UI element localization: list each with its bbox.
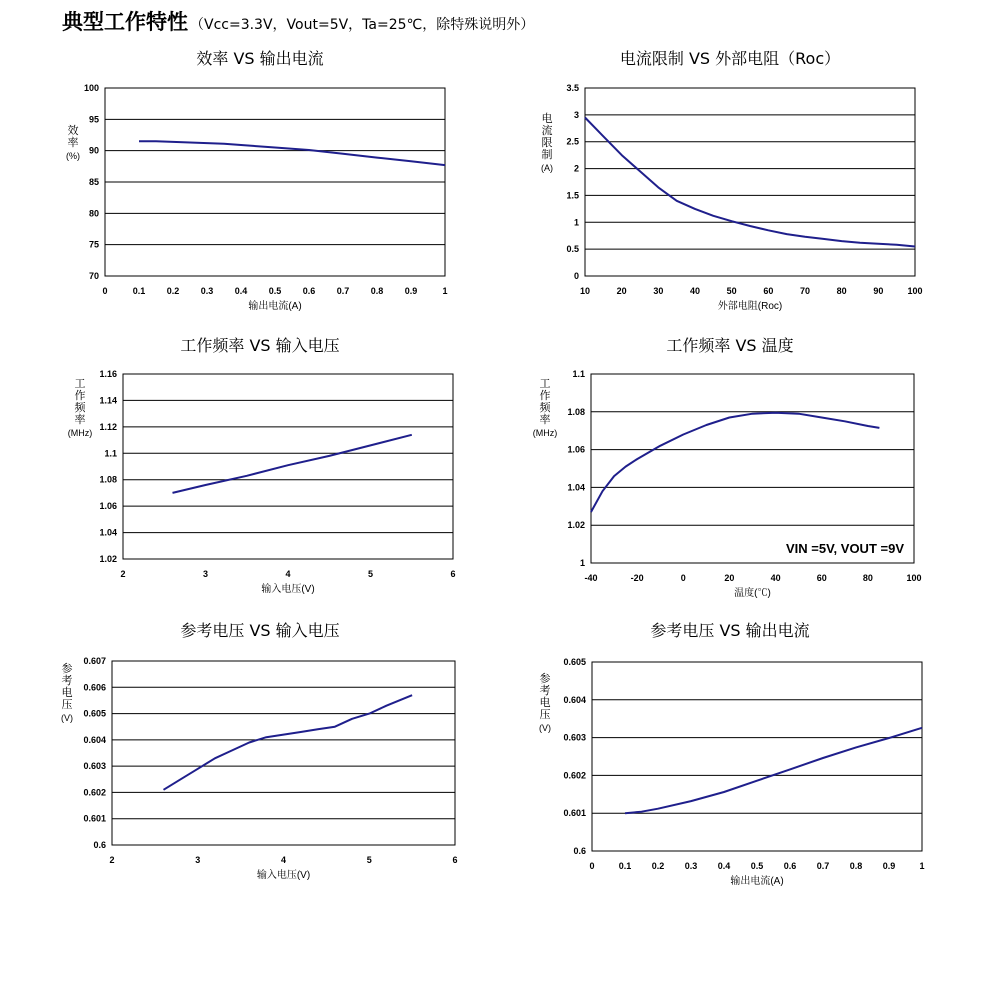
chart-reference-vs-input-voltage xyxy=(55,618,465,888)
series-line xyxy=(591,413,879,512)
y-tick-label: 1 xyxy=(579,558,585,568)
x-tick-label: 5 xyxy=(367,569,374,579)
y-axis-label-char: 频 xyxy=(74,402,86,414)
y-axis-label-char: 工 xyxy=(539,378,551,390)
x-tick-label: 2 xyxy=(109,855,115,865)
x-tick-label: 3 xyxy=(202,569,209,579)
y-tick-label: 1.08 xyxy=(99,474,117,485)
plot-frame xyxy=(592,662,922,851)
y-tick-label: 80 xyxy=(88,208,99,219)
y-axis-label-char: 限 xyxy=(541,137,553,149)
y-tick-label: 1.12 xyxy=(99,421,117,432)
y-tick-label: 100 xyxy=(83,83,99,93)
x-tick-label: 0.8 xyxy=(849,861,863,871)
x-tick-label: 1 xyxy=(919,861,925,871)
y-axis-unit: (A) xyxy=(541,163,553,173)
plot-frame xyxy=(112,661,455,845)
y-tick-label: 85 xyxy=(88,177,99,187)
x-axis-label: 温度(℃) xyxy=(734,588,771,599)
x-tick-label: 3 xyxy=(195,855,201,865)
x-tick-label: 4 xyxy=(280,855,287,865)
y-axis-label-char: 压 xyxy=(539,709,551,721)
x-tick-label: 6 xyxy=(450,569,456,579)
y-tick-label: 1.1 xyxy=(104,448,117,459)
y-tick-label: 1.08 xyxy=(567,406,585,417)
x-tick-label: 80 xyxy=(862,573,873,583)
y-tick-label: 0.605 xyxy=(83,708,106,719)
x-tick-label: 0 xyxy=(102,286,108,296)
y-axis-label-char: 率 xyxy=(74,414,86,426)
y-axis-unit: (MHz) xyxy=(67,428,93,438)
y-tick-label: 0 xyxy=(573,271,579,281)
y-tick-label: 1 xyxy=(573,217,579,228)
chart-svg xyxy=(55,333,465,603)
y-tick-label: 0.6 xyxy=(93,840,106,850)
y-axis-label-char: 电 xyxy=(541,113,553,125)
x-tick-label: 0.1 xyxy=(132,286,146,296)
y-tick-label: 3.5 xyxy=(566,83,579,93)
series-line xyxy=(173,435,412,493)
x-tick-label: 100 xyxy=(907,286,923,296)
chart-svg xyxy=(55,46,465,326)
x-tick-label: -20 xyxy=(630,573,644,583)
y-tick-label: 0.604 xyxy=(563,694,586,705)
page-header xyxy=(62,6,534,36)
x-tick-label: 0.7 xyxy=(816,861,830,871)
chart-reference-vs-output-current xyxy=(525,618,935,888)
y-tick-label: 75 xyxy=(88,239,99,250)
chart-svg xyxy=(55,618,465,888)
x-tick-label: 50 xyxy=(726,286,737,296)
x-tick-label: 0.3 xyxy=(200,286,214,296)
y-axis-label-char: 工 xyxy=(74,378,86,390)
x-tick-label: 0.6 xyxy=(302,286,316,296)
x-tick-label: 2 xyxy=(120,569,126,579)
x-tick-label: 0.4 xyxy=(717,861,731,871)
series-line xyxy=(139,141,445,165)
y-tick-label: 0.603 xyxy=(83,761,106,772)
y-tick-label: 0.602 xyxy=(83,787,106,798)
y-tick-label: 0.5 xyxy=(566,244,579,255)
x-tick-label: 40 xyxy=(689,286,701,296)
x-tick-label: 0.1 xyxy=(618,861,632,871)
y-tick-label: 2.5 xyxy=(566,136,579,147)
y-axis-label-char: 流 xyxy=(541,125,553,137)
x-tick-label: 0.2 xyxy=(651,861,665,871)
y-axis-label-char: 电 xyxy=(61,687,73,699)
y-tick-label: 0.604 xyxy=(83,734,106,745)
chart-svg xyxy=(525,618,935,888)
y-tick-label: 1.16 xyxy=(99,369,117,379)
x-tick-label: 20 xyxy=(616,286,627,296)
y-axis-label-char: 作 xyxy=(539,390,551,402)
x-tick-label: 0.9 xyxy=(882,861,896,871)
y-axis-label-char: 参 xyxy=(61,663,73,675)
y-axis-label-char: 制 xyxy=(541,149,553,161)
x-axis-label: 外部电阻(Roc) xyxy=(717,301,783,312)
plot-frame xyxy=(591,374,914,563)
chart-title: 效率 VS 输出电流 xyxy=(196,49,324,68)
x-tick-label: 0.8 xyxy=(370,286,384,296)
chart-title: 工作频率 VS 输入电压 xyxy=(180,336,340,355)
x-tick-label: 0.3 xyxy=(684,861,698,871)
x-tick-label: 0.2 xyxy=(166,286,180,296)
y-axis-label-char: 率 xyxy=(539,414,551,426)
x-tick-label: 100 xyxy=(906,573,922,583)
y-tick-label: 1.14 xyxy=(99,395,117,406)
y-axis-unit: (V) xyxy=(539,723,551,733)
y-tick-label: 1.06 xyxy=(567,444,585,455)
x-tick-label: 1 xyxy=(442,286,448,296)
x-tick-label: 60 xyxy=(763,286,774,296)
x-tick-label: 60 xyxy=(816,573,827,583)
plot-frame xyxy=(123,374,453,559)
x-tick-label: 0 xyxy=(680,573,686,583)
chart-title: 电流限制 VS 外部电阻（Roc） xyxy=(619,49,841,68)
y-axis-label-char: 考 xyxy=(539,685,551,697)
y-axis-label-char: 作 xyxy=(74,390,86,402)
x-tick-label: 40 xyxy=(770,573,781,583)
x-tick-label: 0.7 xyxy=(336,286,350,296)
y-axis-unit: (MHz) xyxy=(532,428,558,438)
x-tick-label: 0.5 xyxy=(750,861,764,871)
chart-svg xyxy=(525,333,935,603)
y-axis-label-char: 效 xyxy=(67,125,79,137)
series-line xyxy=(585,118,915,247)
y-tick-label: 0.603 xyxy=(563,732,586,743)
y-tick-label: 0.605 xyxy=(563,657,586,667)
x-tick-label: 20 xyxy=(724,573,735,583)
x-tick-label: 0.9 xyxy=(404,286,418,296)
y-axis-label-char: 频 xyxy=(539,402,551,414)
y-axis-label-char: 率 xyxy=(67,137,79,149)
y-axis-label-char: 压 xyxy=(61,699,73,711)
y-tick-label: 1.02 xyxy=(567,520,585,531)
chart-frequency-vs-temperature xyxy=(525,333,935,603)
y-tick-label: 1.04 xyxy=(99,527,117,538)
x-tick-label: 80 xyxy=(836,286,847,296)
x-axis-label: 输出电流(A) xyxy=(730,876,784,887)
y-axis-label-char: 参 xyxy=(539,673,551,685)
x-tick-label: 30 xyxy=(653,286,664,296)
series-line xyxy=(625,728,922,813)
y-axis-unit: (%) xyxy=(66,151,80,161)
y-axis-label-char: 电 xyxy=(539,697,551,709)
series-line xyxy=(164,695,413,790)
chart-frequency-vs-input-voltage xyxy=(55,333,465,603)
x-tick-label: 10 xyxy=(579,286,591,296)
y-tick-label: 1.02 xyxy=(99,554,117,564)
x-tick-label: 6 xyxy=(452,855,458,865)
y-axis-label-char: 考 xyxy=(61,675,73,687)
y-tick-label: 0.602 xyxy=(563,770,586,781)
x-tick-label: 70 xyxy=(799,286,811,296)
x-axis-label: 输入电压(V) xyxy=(261,584,315,595)
x-tick-label: 90 xyxy=(873,286,884,296)
y-tick-label: 70 xyxy=(88,271,99,281)
x-axis-label: 输入电压(V) xyxy=(256,870,311,881)
y-tick-label: 0.601 xyxy=(83,813,106,824)
chart-svg xyxy=(525,46,935,326)
y-tick-label: 0.606 xyxy=(83,682,106,693)
plot-frame xyxy=(585,88,915,276)
x-tick-label: 0.4 xyxy=(234,286,248,296)
chart-efficiency-vs-output-current xyxy=(55,46,465,326)
y-tick-label: 1.5 xyxy=(566,190,579,201)
y-tick-label: 0.6 xyxy=(573,846,586,856)
chart-title: 参考电压 VS 输出电流 xyxy=(650,621,810,640)
y-tick-label: 3 xyxy=(573,109,579,120)
chart-annotation: VIN =5V, VOUT =9V xyxy=(785,541,904,556)
chart-title: 工作频率 VS 温度 xyxy=(666,336,794,355)
page-subtitle: （Vcc=3.3V，Vout=5V，Ta=25℃，除特殊说明外） xyxy=(190,17,535,33)
chart-title: 参考电压 VS 输入电压 xyxy=(180,621,340,640)
y-tick-label: 90 xyxy=(88,145,99,156)
x-axis-label: 输出电流(A) xyxy=(248,301,302,312)
x-tick-label: 0.5 xyxy=(268,286,282,296)
y-tick-label: 1.1 xyxy=(572,369,585,379)
x-tick-label: 5 xyxy=(366,855,372,865)
y-tick-label: 1.06 xyxy=(99,501,117,512)
y-tick-label: 95 xyxy=(88,114,99,125)
x-tick-label: 0 xyxy=(589,861,595,871)
y-axis-unit: (V) xyxy=(61,713,73,723)
page-title: 典型工作特性 xyxy=(62,10,188,34)
x-tick-label: -40 xyxy=(584,573,598,583)
chart-current-limit-vs-resistance xyxy=(525,46,935,326)
y-tick-label: 2 xyxy=(573,163,579,174)
y-tick-label: 1.04 xyxy=(567,482,585,493)
x-tick-label: 0.6 xyxy=(783,861,797,871)
y-tick-label: 0.607 xyxy=(83,656,106,666)
y-tick-label: 0.601 xyxy=(563,808,586,819)
x-tick-label: 4 xyxy=(285,569,291,579)
